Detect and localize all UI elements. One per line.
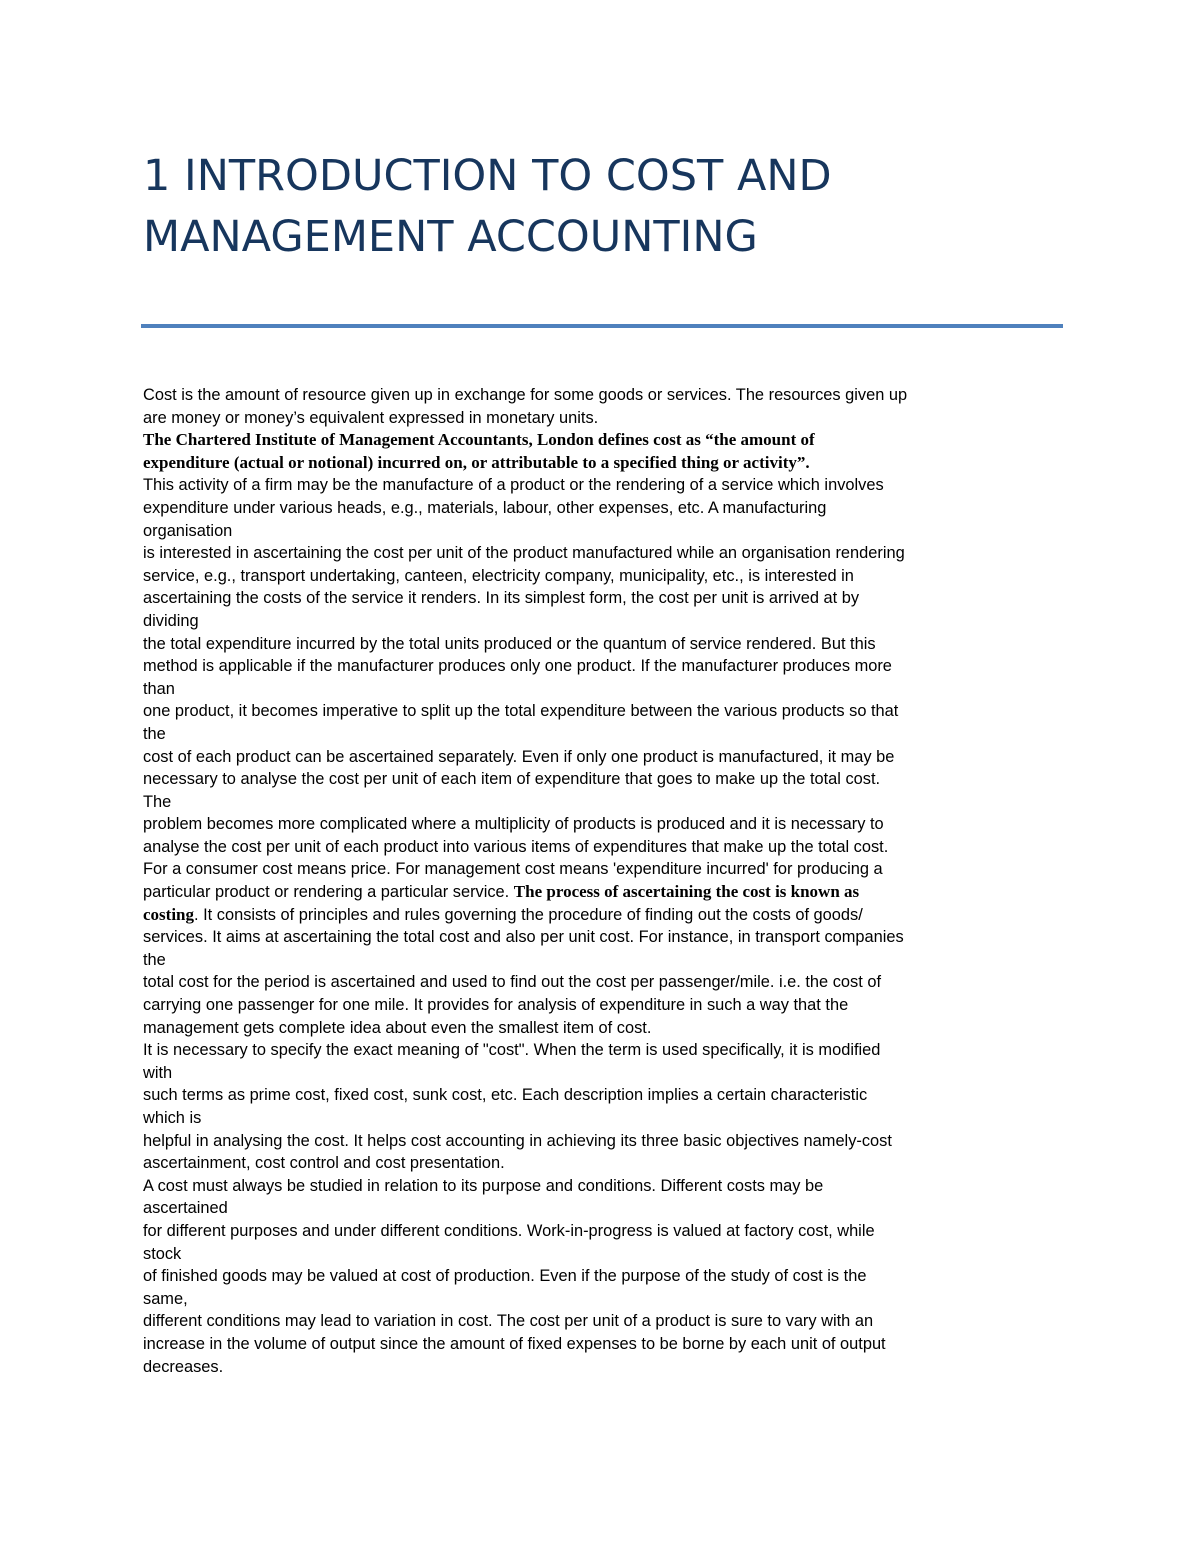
body-line — [143, 1039, 1073, 1062]
body-line — [143, 746, 1073, 769]
body-line — [143, 655, 1073, 678]
body-line — [143, 768, 1073, 791]
text-run: . It consists of principles and rules governing the procedure of finding out the costs of goods/ — [194, 905, 863, 924]
body-line — [143, 723, 1073, 746]
text-run: increase in the volume of output since the amount of fixed expenses to be borne by each unit of output — [143, 1334, 886, 1353]
body-line — [143, 497, 1073, 520]
bold-text: costing — [143, 904, 194, 924]
text-run: service, e.g., transport undertaking, canteen, electricity company, municipality, etc., is interested in — [143, 566, 854, 585]
text-run: It is necessary to specify the exact meaning of "cost". When the term is used specifically, it is modified — [143, 1041, 881, 1060]
body-line — [143, 407, 1073, 430]
text-run: analyse the cost per unit of each product into various items of expenditures that make up the total cost. — [143, 837, 889, 856]
body-line — [143, 1084, 1073, 1107]
body-line — [143, 542, 1073, 565]
body-line — [143, 813, 1073, 836]
body-text — [143, 384, 1073, 1378]
text-run: of finished goods may be valued at cost of production. Even if the purpose of the study of cost is the — [143, 1267, 867, 1286]
text-run: the — [143, 950, 166, 969]
body-line — [143, 836, 1073, 859]
text-run: carrying one passenger for one mile. It provides for analysis of expenditure in such a way that the — [143, 996, 849, 1015]
body-line — [143, 1197, 1073, 1220]
text-run: A cost must always be studied in relation to its purpose and conditions. Different costs may be — [143, 1176, 824, 1195]
text-run: which is — [143, 1109, 202, 1127]
body-line — [143, 971, 1073, 994]
body-line — [143, 1356, 1073, 1379]
text-run: such terms as prime cost, fixed cost, sunk cost, etc. Each description implies a certain characteristic — [143, 1086, 868, 1105]
text-run: problem becomes more complicated where a multiplicity of products is produced and it is necessary to — [143, 815, 884, 834]
page-title — [143, 146, 1063, 268]
text-run: helpful in analysing the cost. It helps cost accounting in achieving its three basic objectives namely-cost — [143, 1131, 892, 1150]
text-run: management gets complete idea about even the smallest item of cost. — [143, 1018, 652, 1037]
text-run: ascertainment, cost control and cost presentation. — [143, 1154, 505, 1173]
body-line — [143, 1220, 1073, 1243]
body-line — [143, 1310, 1073, 1333]
body-line — [143, 610, 1073, 633]
text-run: cost of each product can be ascertained separately. Even if only one product is manufactured, it may be — [143, 747, 895, 766]
bold-text: The Chartered Institute of Management Accountants, London defines cost as “the amount of — [143, 430, 815, 450]
body-line — [143, 858, 1073, 881]
text-run: stock — [143, 1244, 182, 1263]
body-line — [143, 1333, 1073, 1356]
body-line — [143, 520, 1073, 543]
title-line-1: 1 INTRODUCTION TO COST AND — [143, 151, 832, 201]
body-line — [143, 1175, 1073, 1198]
text-run: ascertained — [143, 1199, 228, 1218]
text-run: This activity of a firm may be the manufacture of a product or the rendering of a service which involves — [143, 476, 884, 495]
body-line — [143, 452, 1073, 475]
text-run: decreases. — [143, 1357, 224, 1376]
body-line — [143, 1017, 1073, 1040]
bold-text: The process of ascertaining the cost is known as — [513, 882, 860, 902]
body-line — [143, 678, 1073, 701]
text-run: the total expenditure incurred by the total units produced or the quantum of service rendered. But this — [143, 634, 876, 653]
body-line — [143, 587, 1073, 610]
body-line — [143, 429, 1073, 452]
text-run: than — [143, 679, 175, 698]
body-line — [143, 565, 1073, 588]
body-line — [143, 1130, 1073, 1153]
body-line — [143, 1265, 1073, 1288]
body-line — [143, 1152, 1073, 1175]
body-line — [143, 384, 1073, 407]
body-line — [143, 926, 1073, 949]
body-line — [143, 881, 1073, 904]
body-line — [143, 949, 1073, 972]
body-line — [143, 994, 1073, 1017]
text-run: particular product or rendering a particular service. — [143, 883, 514, 902]
text-run: necessary to analyse the cost per unit of each item of expenditure that goes to make up the total cost. — [143, 770, 881, 789]
heading-divider — [141, 324, 1063, 328]
text-run: organisation — [143, 521, 233, 540]
bold-text: expenditure (actual or notional) incurred on, or attributable to a specified thing or activity”. — [143, 452, 810, 472]
text-run: method is applicable if the manufacturer produces only one product. If the manufacturer produces more — [143, 657, 892, 676]
text-run: For a consumer cost means price. For management cost means 'expenditure incurred' for producing a — [143, 860, 883, 879]
text-run: same, — [143, 1289, 188, 1308]
body-line — [143, 1107, 1073, 1130]
title-line-2: MANAGEMENT ACCOUNTING — [143, 212, 758, 262]
body-line — [143, 904, 1073, 927]
body-line — [143, 474, 1073, 497]
body-line — [143, 1062, 1073, 1085]
text-run: dividing — [143, 611, 199, 630]
text-run: are money or money’s equivalent expressed in monetary units. — [143, 408, 599, 427]
text-run: ascertaining the costs of the service it renders. In its simplest form, the cost per unit is arrived at by — [143, 589, 860, 608]
body-line — [143, 700, 1073, 723]
body-line — [143, 1288, 1073, 1311]
text-run: total cost for the period is ascertained and used to find out the cost per passenger/mile. i.e. the cost of — [143, 973, 882, 992]
text-run: with — [143, 1063, 173, 1082]
text-run: The — [143, 792, 172, 811]
body-line — [143, 633, 1073, 656]
text-run: services. It aims at ascertaining the total cost and also per unit cost. For instance, in transport companies — [143, 928, 904, 947]
body-line — [143, 791, 1073, 814]
text-run: Cost is the amount of resource given up in exchange for some goods or services. The resources given up — [143, 386, 908, 404]
text-run: different conditions may lead to variation in cost. The cost per unit of a product is sure to vary with an — [143, 1312, 874, 1331]
text-run: one product, it becomes imperative to split up the total expenditure between the various products so that — [143, 702, 899, 721]
text-run: for different purposes and under different conditions. Work-in-progress is valued at factory cost, while — [143, 1221, 875, 1240]
text-run: is interested in ascertaining the cost per unit of the product manufactured while an organisation rendering — [143, 544, 905, 563]
text-run: the — [143, 724, 166, 743]
body-line — [143, 1243, 1073, 1266]
text-run: expenditure under various heads, e.g., materials, labour, other expenses, etc. A manufacturing — [143, 498, 827, 517]
